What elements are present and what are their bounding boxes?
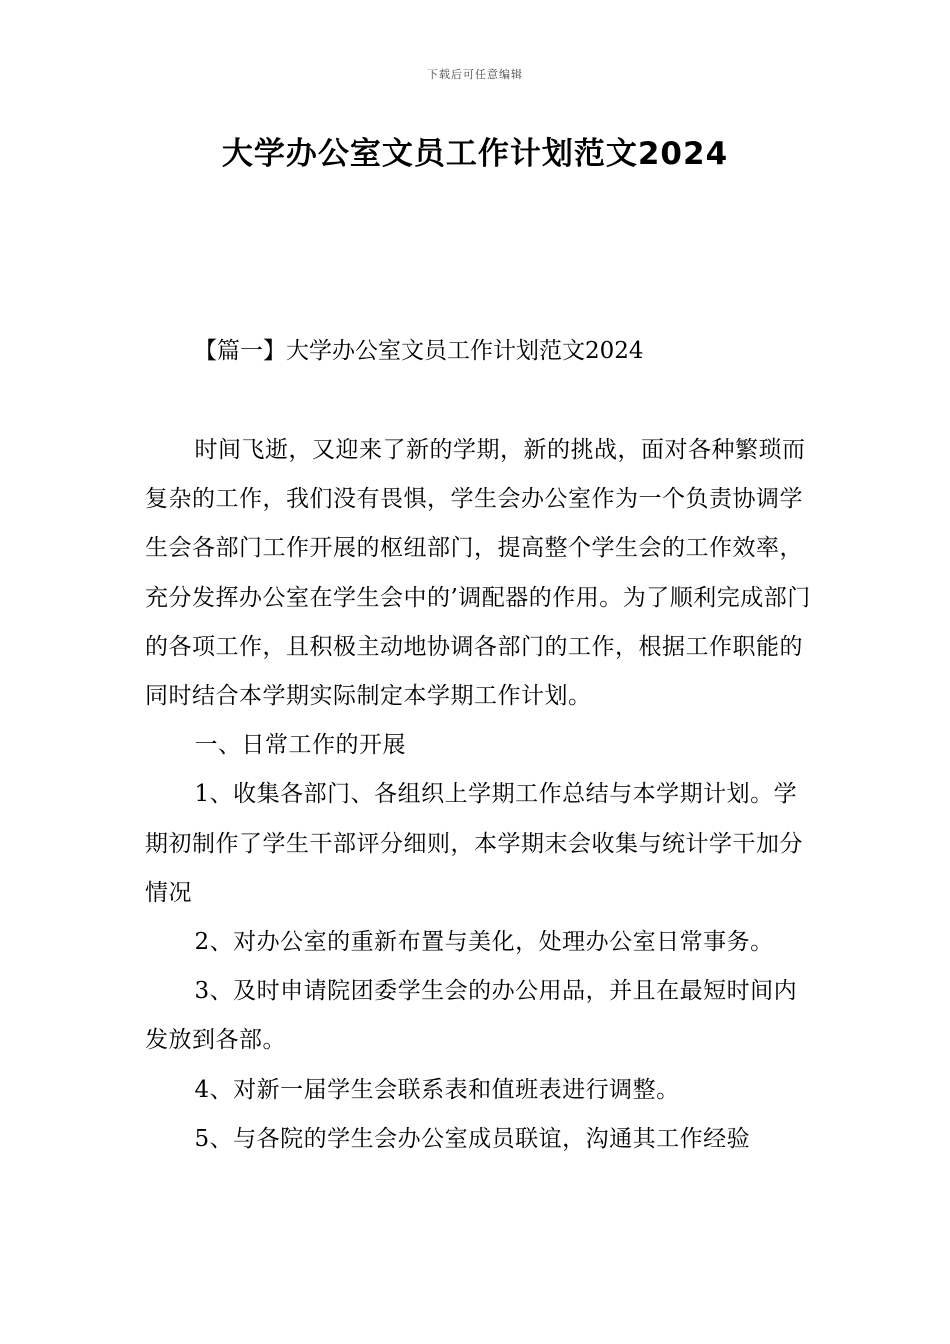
paragraph-section-heading: 一、日常工作的开展	[194, 732, 406, 759]
document-body	[145, 426, 815, 1164]
paragraph-item-3: 3、及时申请院团委学生会的办公用品，并且在最短时间内发放到各部。	[145, 978, 798, 1054]
paragraph-item-2: 2、对办公室的重新布置与美化，处理办公室日常事务。	[194, 929, 774, 956]
document-title: 大学办公室文员工作计划范文2024	[221, 136, 729, 172]
paragraph-intro: 时间飞逝，又迎来了新的学期，新的挑战，面对各种繁琐而复杂的工作，我们没有畏惧，学生会办公室作为一个负责协调学生会各部门工作开展的枢纽部门，提高整个学生会的工作效率，充分发挥办公室在学生会中的’调配器的作用。为了顺利完成部门的各项工作，且积极主动地协调各部门的工作，根据工作职能的同时结合本学期实际制定本学期工作计划。	[145, 437, 811, 710]
paragraph-item-4: 4、对新一届学生会联系表和值班表进行调整。	[194, 1076, 680, 1103]
page-header-note: 下载后可任意编辑	[427, 68, 523, 81]
section-subtitle: 【篇一】大学办公室文员工作计划范文2024	[194, 338, 644, 364]
paragraph-item-1: 1、收集各部门、各组织上学期工作总结与本学期计划。学期初制作了学生干部评分细则，本学期末会收集与统计学干加分情况	[145, 781, 803, 906]
paragraph-item-5: 5、与各院的学生会办公室成员联谊，沟通其工作经验	[194, 1125, 751, 1152]
